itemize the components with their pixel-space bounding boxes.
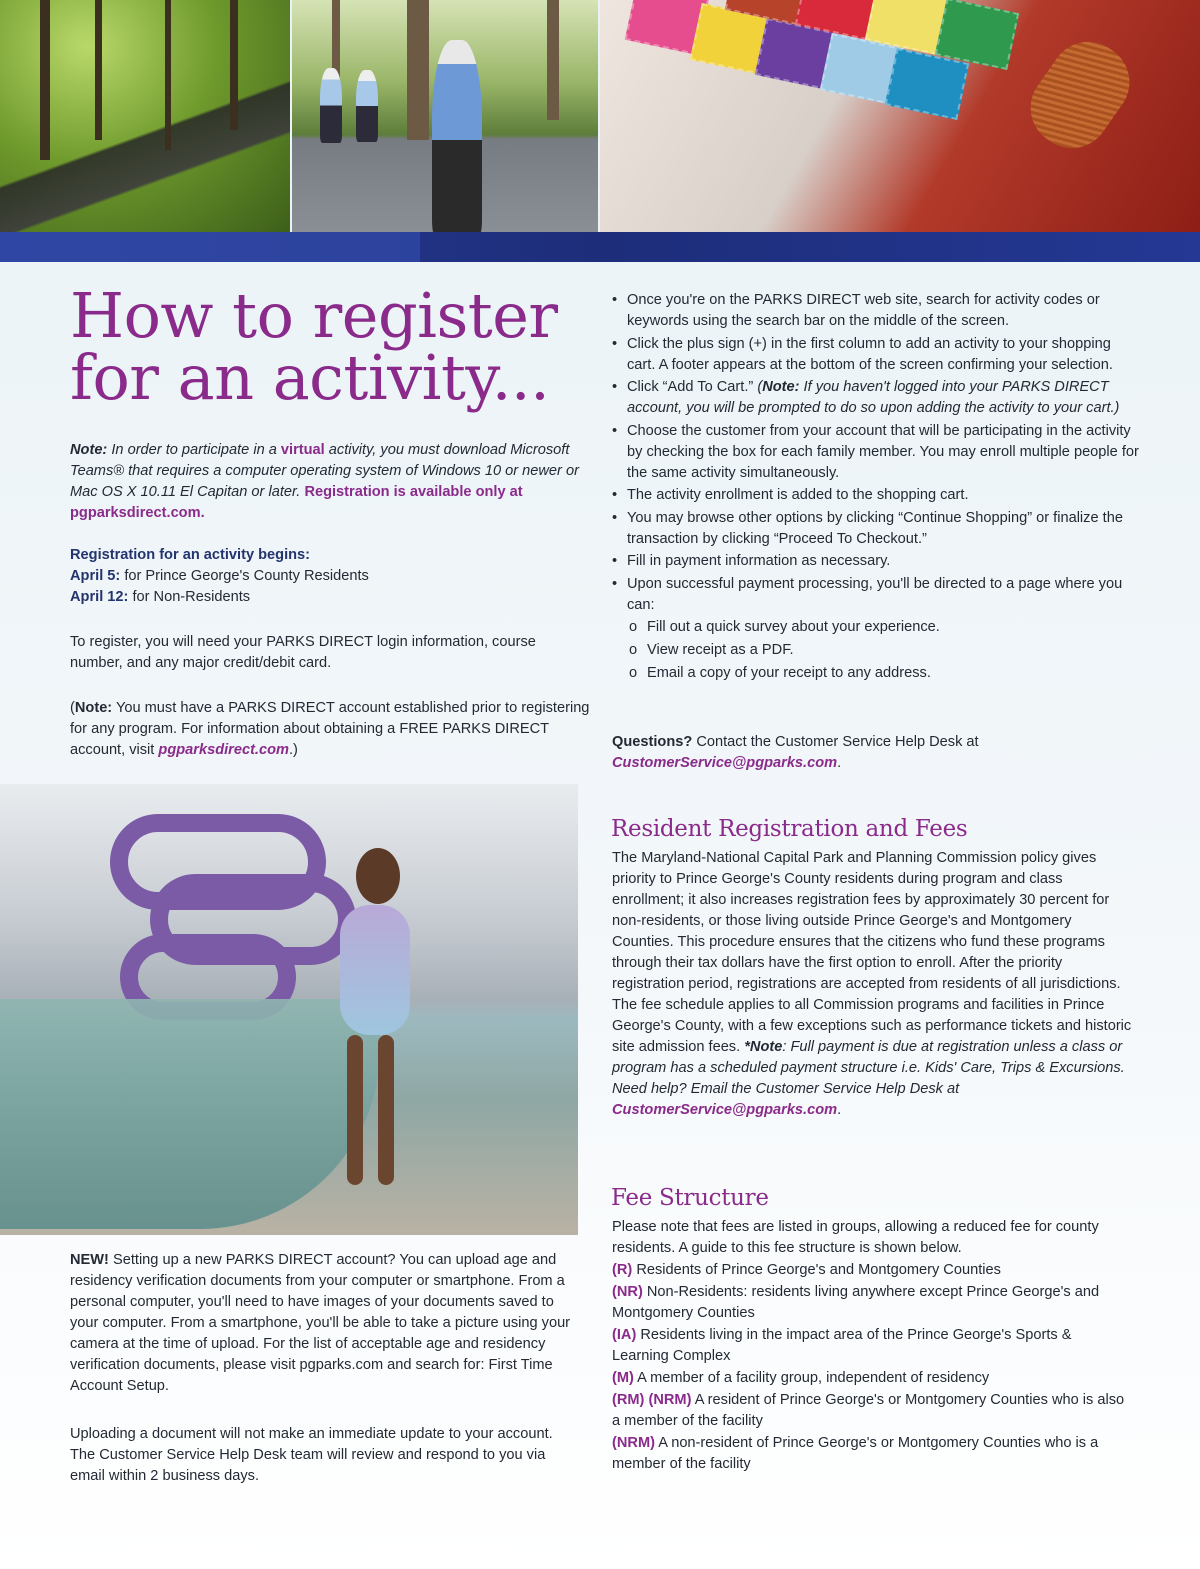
resident-help-email-link[interactable]: CustomerService@pgparks.com — [612, 1102, 838, 1118]
fee-codes-list — [612, 1260, 1132, 1475]
fee-intro: Please note that fees are listed in groups, allowing a reduced fee for county residents. A guide to this fee structure is shown below. — [612, 1219, 1099, 1256]
substep-item: o View receipt as a PDF. — [627, 640, 1142, 661]
customer-service-email-link[interactable]: CustomerService@pgparks.com — [612, 755, 838, 771]
fee-code-item: (M) A member of a facility group, independent of residency — [612, 1370, 990, 1386]
substep-item: o Email a copy of your receipt to any address. — [627, 663, 1142, 684]
fee-structure-heading: Fee Structure — [611, 1185, 769, 1211]
step-item: • Fill in payment information as necessary. — [612, 551, 1142, 572]
girl-figure-head — [356, 848, 400, 904]
step-item: • You may browse other options by clicking “Continue Shopping” or finalize the transaction by clicking “Proceed To Checkout.” — [612, 508, 1142, 550]
girl-figure-swimsuit — [340, 905, 410, 1035]
virtual-keyword: virtual — [280, 442, 325, 458]
step-item: • Click the plus sign (+) in the first column to add an activity to your shopping cart. A footer appears at the bottom of the screen confirming your selection. — [612, 334, 1142, 376]
step-item: • Once you're on the PARKS DIRECT web site, search for activity codes or keywords using the search bar on the middle of the screen. — [612, 290, 1142, 332]
registration-date-nonresidents: April 12: for Non-Residents — [70, 589, 251, 605]
fee-code-item: (R) Residents of Prince George's and Montgomery Counties — [612, 1262, 1001, 1278]
upload-note: Uploading a document will not make an immediate update to your account. The Customer Service Help Desk team will review and respond to you via email within 2 business days. — [70, 1426, 553, 1484]
resident-fees-heading: Resident Registration and Fees — [611, 816, 968, 842]
step-item: • Choose the customer from your account that will be participating in the activity by checking the box for each family member. You may enroll multiple people for the same activity simultaneously. — [612, 421, 1142, 484]
questions-contact: Questions? Contact the Customer Service Help Desk at CustomerService@pgparks.com. — [612, 734, 979, 771]
pgparksdirect-link[interactable]: pgparksdirect.com — [158, 742, 289, 758]
account-note: (Note: You must have a PARKS DIRECT account established prior to registering for any program. For information about obtaining a FREE PARKS DIRECT account, visit pgparksdirect.com.) — [70, 700, 590, 758]
page-title: How to register for an activity... — [70, 279, 558, 414]
fee-code-item: (NR) Non-Residents: residents living anywhere except Prince George's and Montgomery Counties — [612, 1284, 1100, 1321]
fee-code-item: (IA) Residents living in the impact area of the Prince George's Sports & Learning Complex — [612, 1327, 1072, 1364]
registration-heading: Registration for an activity begins: — [70, 547, 311, 563]
virtual-note: Note: In order to participate in a virtual activity, you must download Microsoft Teams® that requires a computer operating system of Windows 10 or newer or Mac OS X 10.11 El Capitan or later. Registration is available only at pgparksdirect.com. — [70, 442, 579, 521]
to-register-text: To register, you will need your PARKS DIRECT login information, course number, and any major credit/debit card. — [70, 634, 536, 671]
post-payment-options — [627, 617, 1142, 684]
resident-fees-text: The Maryland-National Capital Park and Planning Commission policy gives priority to Prince George's County residents during program and class enrollment; it also increases registration fees by approximately 30 percent for non-residents, or those living outside Prince George's and Montgomery Counties. This procedure ensures that the citizens who fund these programs through their tax dollars have the first option to enroll. After the priority registration period, registrations are accepted from residents of all jurisdictions. The fee schedule applies to all Commission programs and facilities in Prince George's County, with a few exceptions such as performance tickets and historic site admission fees. *Note: Full payment is due at registration unless a class or program has a scheduled payment structure i.e. Kids' Care, Trips & Excursions. Need help? Email the Customer Service Help Desk at CustomerService@pgparks.com. — [612, 850, 1132, 1118]
fee-code-item: (NRM) A non-resident of Prince George's or Montgomery Counties who is a member of the facility — [612, 1435, 1099, 1472]
photo-park-trail — [0, 0, 290, 232]
photo-walkers — [292, 0, 598, 232]
registration-date-residents: April 5: for Prince George's County Residents — [70, 568, 369, 584]
registration-site-link[interactable]: Registration is available only at pgparksdirect.com. — [70, 484, 523, 521]
substep-item: o Fill out a quick survey about your experience. — [627, 617, 1142, 638]
step-item: • Click “Add To Cart.” (Note: If you haven't logged into your PARKS DIRECT account, you will be prompted to do so upon adding the activity to your cart.) — [612, 377, 1142, 419]
step-item: • Upon successful payment processing, you'll be directed to a page where you can: o Fill out a quick survey about your experience. o View receipt as a PDF. o Email a copy of your receipt to any address. — [612, 574, 1142, 684]
step-item: • The activity enrollment is added to the shopping cart. — [612, 485, 1142, 506]
note-label: Note: — [70, 442, 108, 458]
new-account-info: NEW! Setting up a new PARKS DIRECT account? You can upload age and residency verification documents from your computer or smartphone. From a personal computer, you'll need to have images of your documents saved to your computer. From a smartphone, you'll be able to take a picture using your camera at the time of upload. For the list of acceptable age and residency verification documents, please visit pgparks.com and search for: First Time Account Setup. — [70, 1252, 571, 1394]
header-color-band — [0, 232, 1200, 262]
fee-code-item: (RM) (NRM) A resident of Prince George's or Montgomery Counties who is also a member of the facility — [612, 1392, 1125, 1429]
fee-structure — [612, 1217, 1132, 1476]
photo-pool-girl — [0, 784, 578, 1235]
registration-steps — [612, 290, 1142, 686]
registration-dates — [70, 545, 590, 608]
